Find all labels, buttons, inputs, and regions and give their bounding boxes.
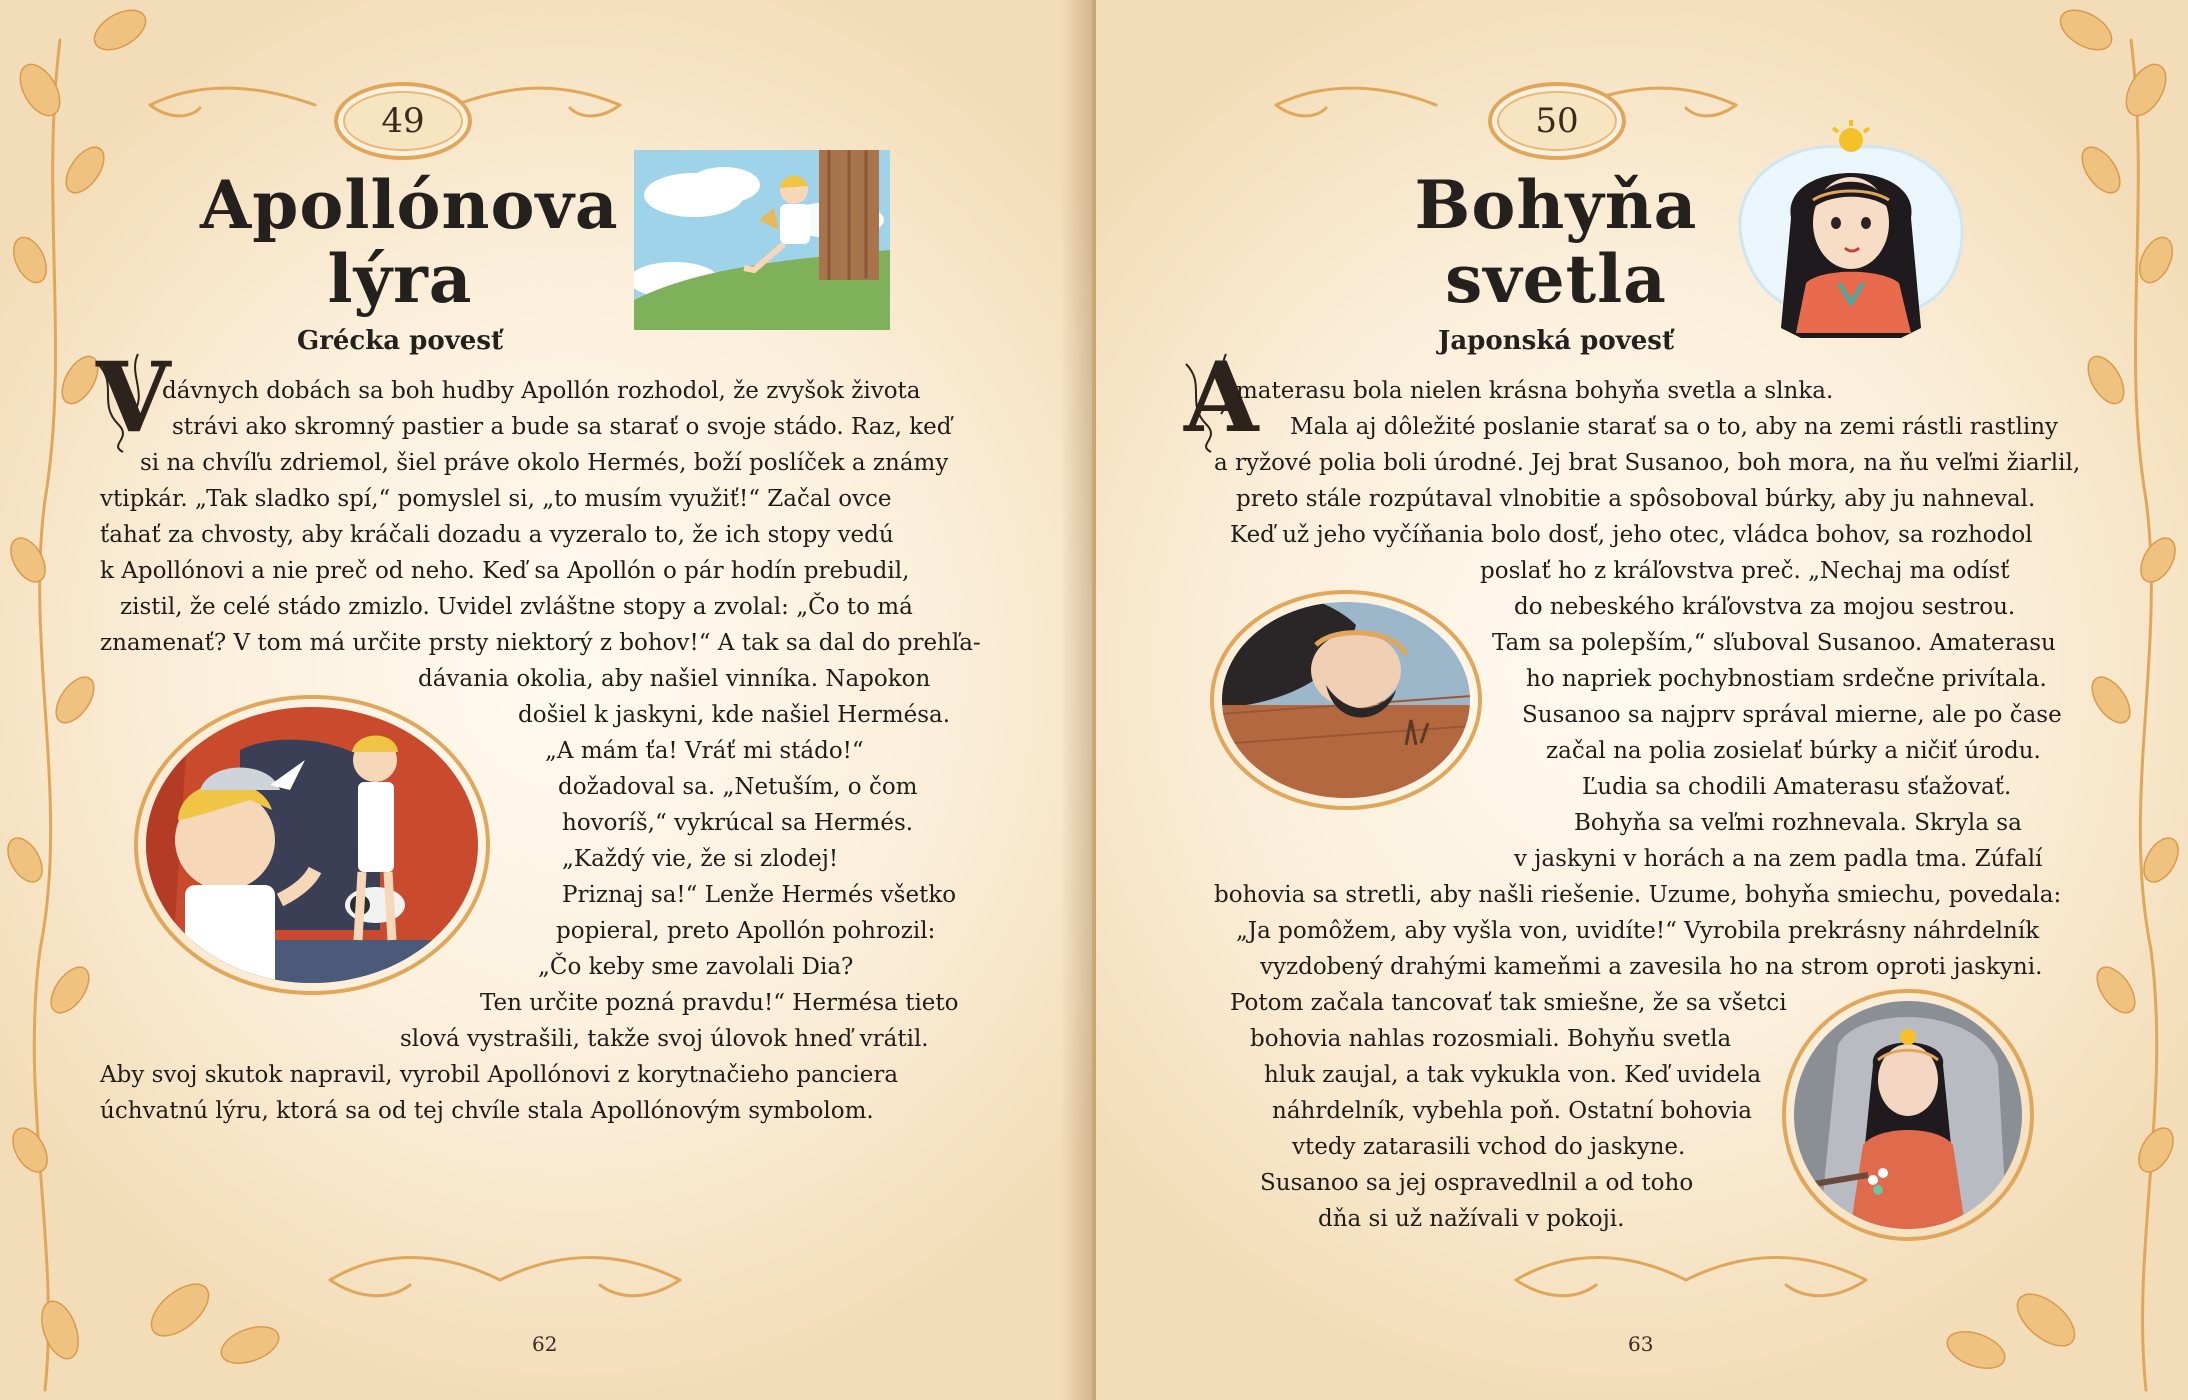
- body-line: vtedy zatarasili vchod do jaskyne.: [1292, 1134, 1686, 1160]
- body-line: vyzdobený drahými kameňmi a zavesila ho na strom oproti jaskyni.: [1260, 954, 2043, 980]
- body-line: si na chvíľu zdriemol, šiel práve okolo Hermés, boží poslíček a známy: [140, 450, 949, 476]
- story-title-line-2: lýra: [327, 240, 473, 318]
- body-line: ho napriek pochybnostiam srdečne privítala.: [1526, 666, 2047, 692]
- body-line: materasu bola nielen krásna bohyňa svetla a slnka.: [1236, 378, 1834, 404]
- body-line: došiel k jaskyni, kde našiel Hermésa.: [518, 702, 951, 728]
- left-page: [0, 0, 1092, 1400]
- right-page: [1096, 0, 2188, 1400]
- body-line: úchvatnú lýru, ktorá sa od tej chvíle stala Apollónovým symbolom.: [100, 1098, 874, 1124]
- body-line: Bohyňa sa veľmi rozhnevala. Skryla sa: [1574, 810, 2022, 836]
- body-line: dňa si už nažívali v pokoji.: [1318, 1206, 1625, 1232]
- body-line: Mala aj dôležité poslanie starať sa o to, aby na zemi rástli rastliny: [1290, 414, 2059, 440]
- body-line: preto stále rozpútaval vlnobitie a spôsoboval búrky, aby ju nahneval.: [1236, 486, 2036, 512]
- amaterasu-necklace-illustration: [1778, 985, 2038, 1245]
- story-title: [1366, 168, 1746, 316]
- amaterasu-portrait-illustration: [1721, 118, 1981, 338]
- body-line: hluk zaujal, a tak vykukla von. Keď uvidela: [1264, 1062, 1762, 1088]
- body-line: Ľudia sa chodili Amaterasu sťažovať.: [1582, 774, 2012, 800]
- page-number: 63: [1628, 1332, 1654, 1356]
- body-line: popieral, preto Apollón pohrozil:: [556, 918, 936, 944]
- body-line: Susanoo sa jej ospravedlnil a od toho: [1260, 1170, 1694, 1196]
- body-line: k Apollónovi a nie preč od neho. Keď sa Apollón o pár hodín prebudil,: [100, 558, 910, 584]
- drop-cap-letter: V: [96, 341, 171, 454]
- body-line: „Každý vie, že si zlodej!: [562, 846, 839, 872]
- susanoo-illustration: [1206, 585, 1486, 815]
- body-line: hovoríš,“ vykrúcal sa Hermés.: [562, 810, 914, 836]
- body-line: zistil, že celé stádo zmizlo. Uvidel zvláštne stopy a zvolal: „Čo to má: [120, 594, 913, 620]
- story-drop-cap: [96, 341, 171, 454]
- story-subtitle: Japonská povesť: [1438, 326, 1674, 356]
- body-line: dávania okolia, aby našiel vinníka. Napokon: [418, 666, 931, 692]
- body-line: strávi ako skromný pastier a bude sa starať o svoje stádo. Raz, keď: [172, 414, 952, 440]
- body-line: „Čo keby sme zavolali Dia?: [538, 954, 854, 980]
- body-line: dávnych dobách sa boh hudby Apollón rozhodol, že zvyšok života: [162, 378, 921, 404]
- drop-cap-letter: A: [1184, 341, 1259, 454]
- body-line: Tam sa polepším,“ sľuboval Susanoo. Amaterasu: [1492, 630, 2056, 656]
- body-line: a ryžové polia boli úrodné. Jej brat Susanoo, boh mora, na ňu veľmi žiarlil,: [1214, 450, 2081, 476]
- body-line: Aby svoj skutok napravil, vyrobil Apollónovi z korytnačieho panciera: [100, 1062, 899, 1088]
- story-title-line-2: svetla: [1445, 240, 1667, 318]
- drop-cap-ornament: [88, 344, 158, 454]
- story-number-badge: 50: [1488, 82, 1626, 160]
- story-subtitle: Grécka povesť: [296, 326, 503, 356]
- story-title: [200, 166, 619, 318]
- body-line: „Ja pomôžem, aby vyšla von, uvidíte!“ Vyrobila prekrásny náhrdelník: [1236, 918, 2040, 944]
- body-line: do nebeského kráľovstva za mojou sestrou.: [1514, 594, 2016, 620]
- body-line: „A mám ťa! Vráť mi stádo!“: [545, 738, 864, 764]
- body-line: Susanoo sa najprv správal mierne, ale po čase: [1522, 702, 2062, 728]
- story-number-badge: 49: [334, 82, 472, 160]
- body-line: ťahať za chvosty, aby kráčali dozadu a vyzeralo to, že ich stopy vedú: [100, 522, 894, 548]
- page-number: 62: [532, 1332, 558, 1356]
- body-line: znamenať? V tom má určite prsty niektorý z bohov!“ A tak sa dal do prehľa-: [100, 630, 981, 656]
- body-line: bohovia nahlas rozosmiali. Bohyňu svetla: [1250, 1026, 1732, 1052]
- body-line: v jaskyni v horách a na zem padla tma. Zúfalí: [1514, 846, 2043, 872]
- apollo-tree-illustration: [634, 150, 890, 330]
- story-title-line-1: Apollónova: [200, 166, 619, 244]
- body-line: začal na polia zosielať búrky a ničiť úrodu.: [1546, 738, 2041, 764]
- body-line: slová vystrašili, takže svoj úlovok hneď vrátil.: [400, 1026, 929, 1052]
- body-line: bohovia sa stretli, aby našli riešenie. Uzume, bohyňa smiechu, povedala:: [1214, 882, 2062, 908]
- body-line: dožadoval sa. „Netuším, o čom: [558, 774, 918, 800]
- body-line: poslať ho z kráľovstva preč. „Nechaj ma odísť: [1480, 558, 2010, 584]
- body-line: vtipkár. „Tak sladko spí,“ pomyslel si, „to musím využiť!“ Začal ovce: [100, 486, 892, 512]
- apollo-hermes-illustration: [130, 690, 495, 1000]
- body-line: Keď už jeho vyčíňania bolo dosť, jeho otec, vládca bohov, sa rozhodol: [1230, 522, 2033, 548]
- body-line: Ten určite pozná pravdu!“ Hermésa tieto: [480, 990, 959, 1016]
- body-line: Potom začala tancovať tak smiešne, že sa všetci: [1230, 990, 1787, 1016]
- body-line: náhrdelník, vybehla poň. Ostatní bohovia: [1272, 1098, 1752, 1124]
- body-line: Priznaj sa!“ Lenže Hermés všetko: [562, 882, 957, 908]
- story-title-line-1: Bohyňa: [1414, 166, 1698, 244]
